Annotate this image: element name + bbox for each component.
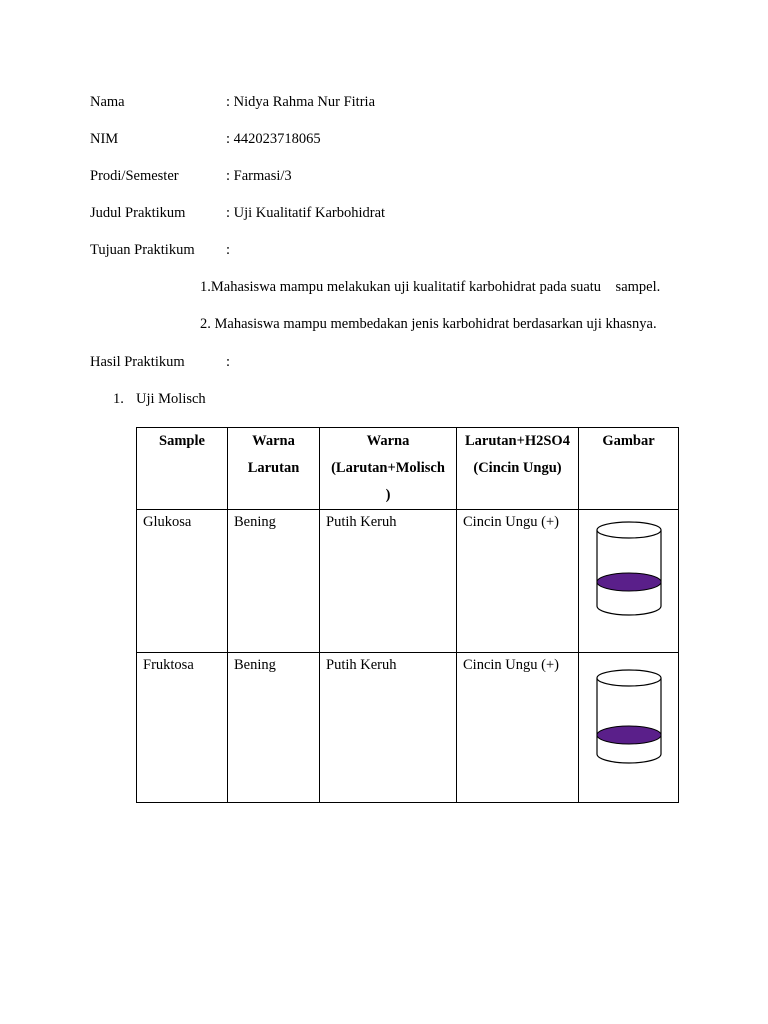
- cell-sample: Glukosa: [137, 510, 228, 653]
- header-warna-larutan: Warna Larutan: [228, 428, 320, 510]
- value-judul: : Uji Kualitatif Karbohidrat: [226, 205, 386, 221]
- cell-warna: Bening: [228, 510, 320, 653]
- label-nim: NIM: [90, 131, 119, 147]
- table-row: [137, 653, 679, 803]
- table-header-row: [137, 428, 679, 510]
- cell-h2so4: Cincin Ungu (+): [457, 653, 579, 803]
- section-number: 1.: [113, 391, 124, 407]
- label-tujuan: Tujuan Praktikum: [90, 242, 195, 258]
- label-prodi: Prodi/Semester: [90, 168, 179, 184]
- purple-ring: [597, 726, 661, 744]
- tujuan-item-1: 1.Mahasiswa mampu melakukan uji kualitatif karbohidrat pada suatu sampel.: [200, 279, 661, 295]
- cell-gambar: [579, 653, 679, 803]
- header-sample: Sample: [137, 428, 228, 510]
- cell-molisch: Putih Keruh: [320, 510, 457, 653]
- cell-molisch: Putih Keruh: [320, 653, 457, 803]
- test-tube-icon: [594, 520, 664, 620]
- value-hasil: :: [226, 354, 231, 370]
- table-row: [137, 510, 679, 653]
- header-warna-molisch: Warna (Larutan+Molisch ): [320, 428, 457, 510]
- test-tube-icon: [594, 668, 664, 768]
- header-h2so4: Larutan+H2SO4 (Cincin Ungu): [457, 428, 579, 510]
- label-judul: Judul Praktikum: [90, 205, 186, 221]
- cell-sample: Fruktosa: [137, 653, 228, 803]
- cell-h2so4: Cincin Ungu (+): [457, 510, 579, 653]
- value-nim: : 442023718065: [226, 131, 321, 147]
- molisch-table: [136, 427, 679, 803]
- tujuan-item-2: 2. Mahasiswa mampu membedakan jenis karbohidrat berdasarkan uji khasnya.: [200, 316, 657, 332]
- cell-gambar: [579, 510, 679, 653]
- value-prodi: : Farmasi/3: [226, 168, 292, 184]
- value-nama: : Nidya Rahma Nur Fitria: [226, 94, 376, 110]
- header-gambar: Gambar: [579, 428, 679, 510]
- label-nama: Nama: [90, 94, 125, 110]
- cell-warna: Bening: [228, 653, 320, 803]
- value-tujuan: :: [226, 242, 231, 258]
- purple-ring: [597, 573, 661, 591]
- label-hasil: Hasil Praktikum: [90, 354, 185, 370]
- section-title: Uji Molisch: [136, 391, 206, 407]
